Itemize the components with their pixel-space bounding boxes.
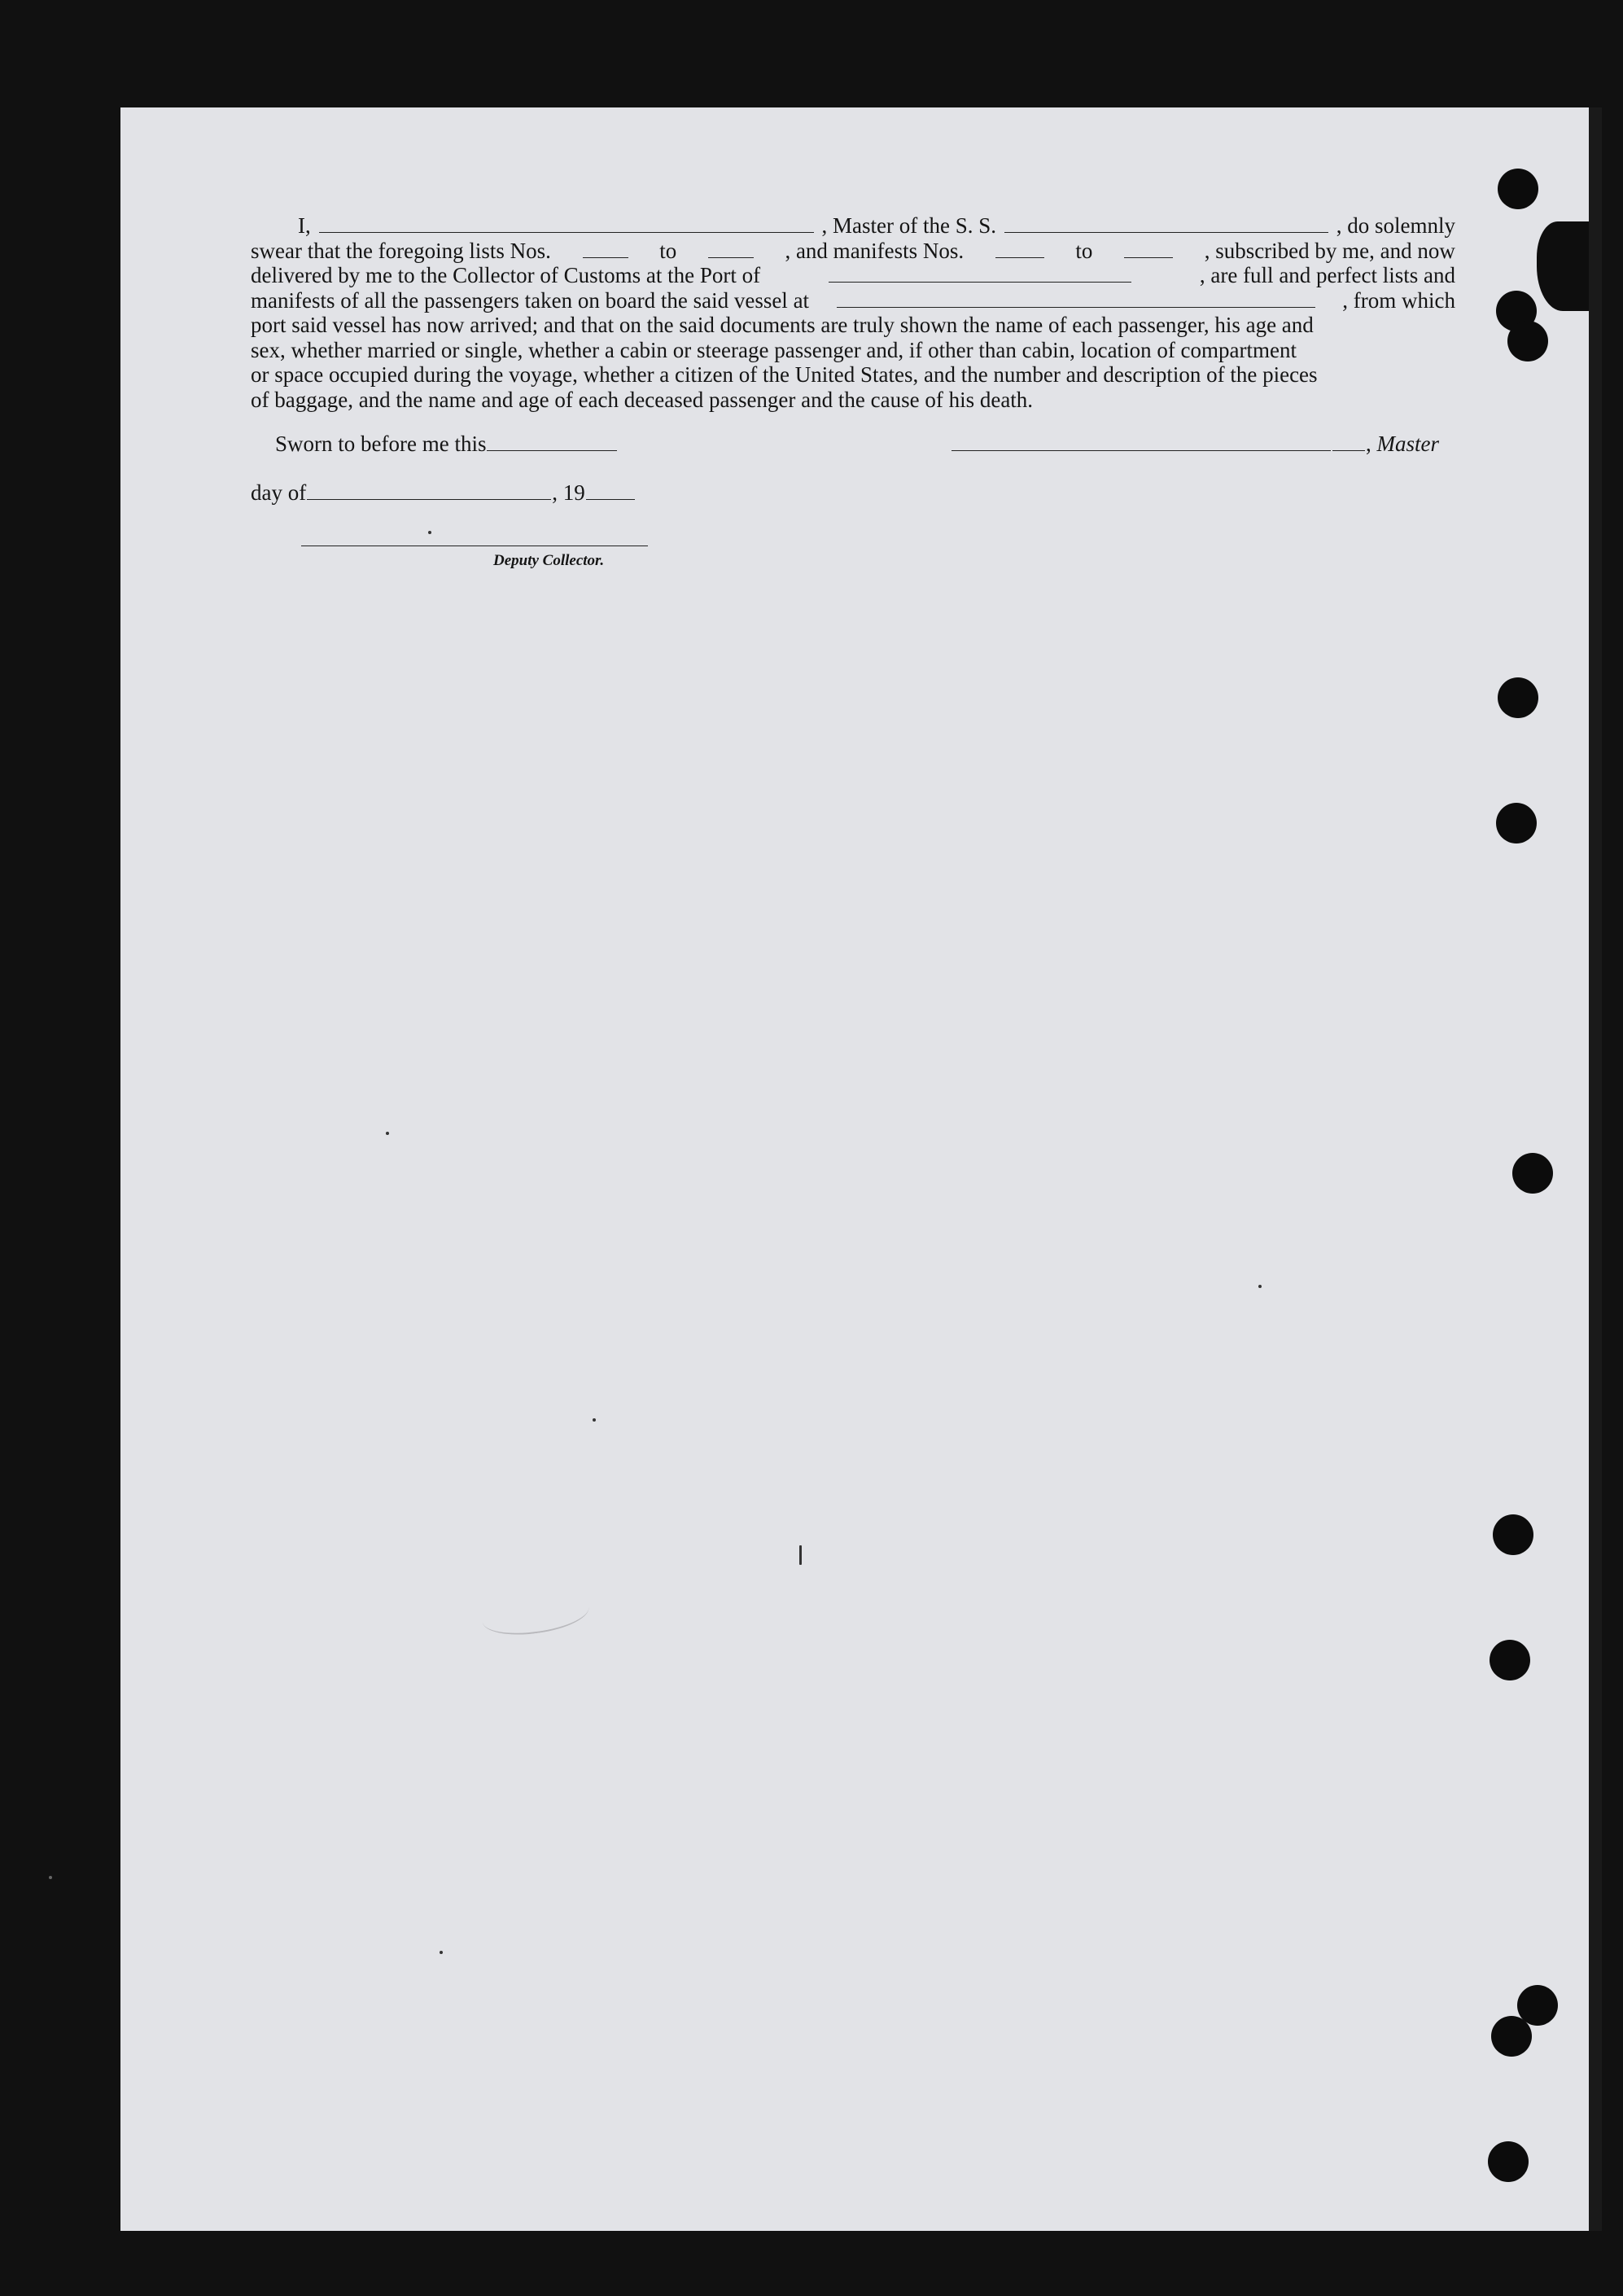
speck — [593, 1418, 596, 1422]
oath-text: delivered by me to the Collector of Customs at the Port of — [251, 263, 761, 287]
speck — [386, 1132, 389, 1135]
speck — [1258, 1285, 1262, 1288]
month-blank[interactable] — [307, 499, 551, 500]
oath-line — [251, 288, 1455, 313]
master-signature-blank[interactable] — [951, 450, 1331, 451]
punch-hole — [1493, 1514, 1533, 1555]
manifest-to-blank[interactable] — [1124, 257, 1173, 258]
speck — [428, 531, 431, 534]
oath-text: or space occupied during the voyage, whether a citizen of the United States, and the number and description of the pieces — [251, 362, 1318, 387]
document-page — [120, 107, 1589, 2231]
oath-text: , are full and perfect lists and — [1199, 263, 1455, 287]
faint-stamp-mark — [479, 1588, 591, 1641]
oath-line — [251, 239, 1455, 264]
sworn-date-blank[interactable] — [487, 450, 617, 451]
oath-text: , and manifests Nos. — [785, 238, 965, 263]
oath-line — [251, 362, 1455, 388]
master-signature-blank-tail[interactable] — [1332, 450, 1365, 451]
oath-text: , Master of the S. S. — [821, 213, 996, 238]
oath-text: , subscribed by me, and now — [1204, 238, 1455, 263]
oath-text: manifests of all the passengers taken on board the said vessel at — [251, 287, 810, 313]
oath-text: , do solemnly — [1336, 213, 1455, 238]
punch-hole — [1490, 1640, 1530, 1680]
oath-line — [251, 338, 1455, 363]
master-name-blank[interactable] — [319, 232, 814, 233]
punch-hole — [1491, 2016, 1532, 2057]
day-of-line — [251, 480, 636, 506]
list-to-blank[interactable] — [708, 257, 754, 258]
list-from-blank[interactable] — [583, 257, 628, 258]
oath-text: sex, whether married or single, whether a cabin or steerage passenger and, if other than cabin, location of compartment — [251, 337, 1297, 362]
speck — [49, 1876, 52, 1879]
oath-text: to — [659, 238, 677, 263]
master-label: Master — [1376, 432, 1439, 456]
oath-line — [251, 388, 1455, 413]
torn-corner — [1537, 221, 1589, 311]
master-signature — [951, 432, 1439, 457]
punch-hole — [1498, 169, 1538, 209]
sworn-label: Sworn to before me this — [275, 432, 487, 456]
deputy-collector-label: Deputy Collector. — [493, 552, 605, 569]
oath-text: I, — [298, 213, 311, 238]
master-oath-paragraph — [251, 213, 1455, 412]
manifest-from-blank[interactable] — [995, 257, 1044, 258]
oath-text: to — [1075, 238, 1093, 263]
embarkation-port-blank[interactable] — [837, 307, 1315, 308]
punch-hole — [1496, 803, 1537, 843]
day-of-label: day of — [251, 480, 307, 505]
punch-hole — [1488, 2141, 1529, 2182]
oath-text: swear that the foregoing lists Nos. — [251, 238, 551, 263]
oath-text: , from which — [1342, 287, 1455, 313]
port-blank[interactable] — [829, 282, 1131, 283]
oath-line — [251, 263, 1455, 288]
year-prefix: , 19 — [552, 480, 585, 505]
ship-name-blank[interactable] — [1004, 232, 1328, 233]
oath-text: port said vessel has now arrived; and that on the said documents are truly shown the name of each passenger, his age and — [251, 313, 1314, 337]
punch-hole — [1512, 1153, 1553, 1194]
speck — [440, 1951, 443, 1954]
punch-hole — [1507, 321, 1548, 361]
master-suffix: , — [1366, 432, 1377, 456]
sworn-statement — [275, 432, 618, 457]
year-blank[interactable] — [586, 499, 635, 500]
oath-line — [251, 213, 1455, 239]
speck — [799, 1545, 802, 1565]
oath-line — [251, 313, 1455, 338]
oath-text: of baggage, and the name and age of each deceased passenger and the cause of his death. — [251, 387, 1034, 412]
punch-hole — [1498, 677, 1538, 718]
